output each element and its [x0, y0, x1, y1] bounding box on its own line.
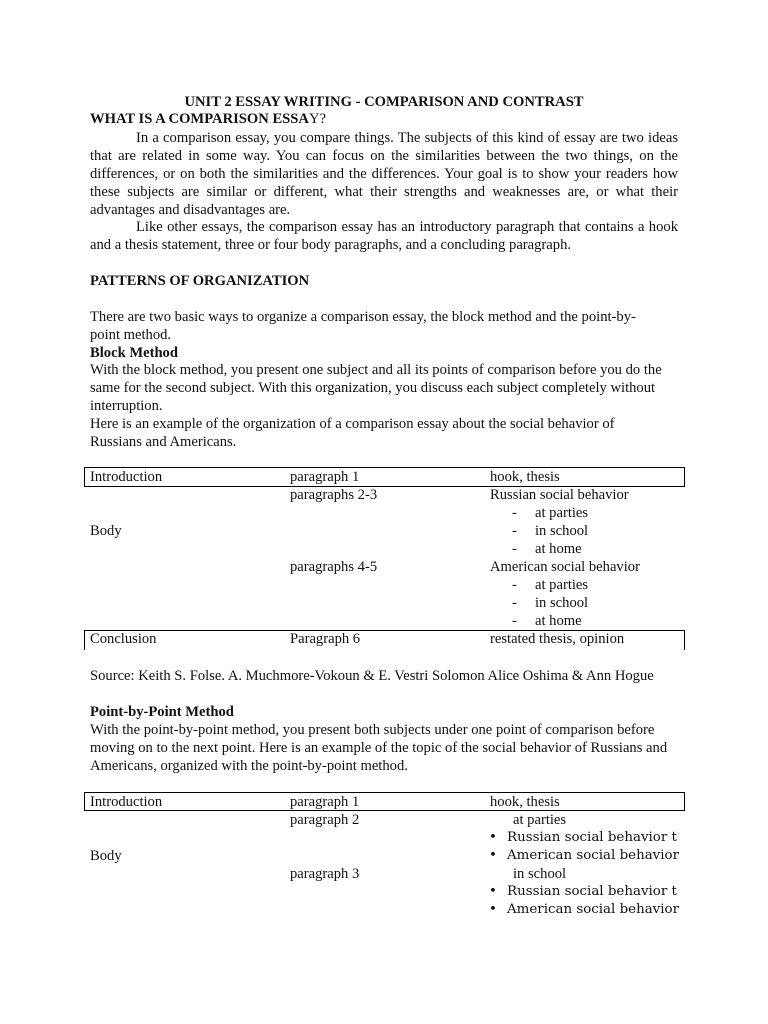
russian-subject: Russian social behavior t — [507, 884, 677, 899]
american-subject: American social behavior — [507, 902, 679, 917]
body-paragraph-2: paragraph 2 — [290, 812, 360, 828]
american-subject: American social behavior — [490, 559, 640, 575]
list-dash: - — [512, 595, 517, 611]
sub-item-at-parties: at parties — [535, 505, 589, 521]
list-dash: - — [512, 613, 517, 629]
heading-main-text: WHAT IS A COMPARISON ESSA — [90, 111, 309, 127]
intro-label: Introduction — [90, 469, 163, 485]
intro-paragraph-1: In a comparison essay, you compare things. The subjects of this kind of essay are two ideas that are related in some way. You can focus on the similarities between the two things, on the differences, or on both the similarities and the differences. Your goal is to show your readers how these subjects are similar or different, what their strengths and weaknesses are, or what their advantages and disadvantages are. — [90, 130, 678, 218]
body-label: Body — [90, 523, 122, 539]
conclusion-paragraph-number: Paragraph 6 — [290, 631, 361, 647]
body-label: Body — [90, 848, 122, 864]
table-right-border — [684, 630, 685, 650]
block-example-paragraph: Here is an example of the organization of a comparison essay about the social behavior of Russians and Americans. — [90, 416, 615, 450]
sub-item-in-school: in school — [535, 523, 589, 539]
sub-item-at-home: at home — [535, 541, 582, 557]
table-top-border — [84, 792, 685, 793]
russian-subject: Russian social behavior t — [507, 830, 677, 845]
intro-paragraph-number: paragraph 1 — [290, 469, 360, 485]
intro-paragraph-number: paragraph 1 — [290, 794, 360, 810]
block-method-table — [84, 467, 685, 651]
conclusion-description: restated thesis, opinion — [490, 631, 625, 647]
intro-description: hook, thesis — [490, 469, 560, 485]
list-dash: - — [512, 577, 517, 593]
point-by-point-paragraph: With the point-by-point method, you present both subjects under one point of comparison before moving on to the next point. Here is an example of the topic of the social behavior of Russians and Americans, organized with the point-by-point method. — [90, 722, 668, 774]
point-in-school: in school — [513, 866, 567, 882]
list-dash: - — [512, 541, 517, 557]
body-paragraphs-4-5: paragraphs 4-5 — [290, 559, 378, 575]
bullet-icon: • — [489, 902, 497, 917]
block-method-heading: Block Method — [90, 345, 178, 361]
section-heading-comparison-essay — [90, 110, 326, 128]
table-right-border — [684, 467, 685, 487]
table-top-border — [84, 467, 685, 468]
point-by-point-heading: Point-by-Point Method — [90, 704, 234, 720]
section-heading-patterns: PATTERNS OF ORGANIZATION — [90, 273, 310, 289]
table-left-border — [84, 630, 85, 650]
table-right-border — [684, 792, 685, 811]
source-citation: Source: Keith S. Folse. A. Muchmore-Vokoun & E. Vestri Solomon Alice Oshima & Ann Hogue — [90, 668, 654, 684]
patterns-paragraph: There are two basic ways to organize a comparison essay, the block method and the point-by-point method. — [90, 309, 636, 343]
intro-paragraph-2: Like other essays, the comparison essay has an introductory paragraph that contains a hook and a thesis statement, three or four body paragraphs, and a concluding paragraph. — [90, 219, 678, 253]
table-left-border — [84, 792, 85, 811]
american-subject: American social behavior — [507, 848, 679, 863]
intro-description: hook, thesis — [490, 794, 560, 810]
point-by-point-table — [84, 792, 685, 932]
block-method-paragraph: With the block method, you present one subject and all its points of comparison before you do the same for the second subject. With this organization, you discuss each subject completely without interruption. — [90, 362, 662, 414]
table-row-divider — [84, 810, 685, 811]
sub-item-in-school: in school — [535, 595, 589, 611]
document-title: UNIT 2 ESSAY WRITING - COMPARISON AND CONTRAST — [184, 94, 584, 110]
russian-subject: Russian social behavior — [490, 487, 629, 503]
sub-item-at-home: at home — [535, 613, 582, 629]
bullet-icon: • — [489, 830, 497, 845]
list-dash: - — [512, 523, 517, 539]
intro-label: Introduction — [90, 794, 163, 810]
conclusion-label: Conclusion — [90, 631, 157, 647]
table-left-border — [84, 467, 85, 487]
bullet-icon: • — [489, 848, 497, 863]
body-paragraph-3: paragraph 3 — [290, 866, 360, 882]
heading-tail-text: Y? — [308, 111, 326, 127]
list-dash: - — [512, 505, 517, 521]
body-paragraphs-2-3: paragraphs 2-3 — [290, 487, 378, 503]
point-at-parties: at parties — [513, 812, 567, 828]
sub-item-at-parties: at parties — [535, 577, 589, 593]
bullet-icon: • — [489, 884, 497, 899]
